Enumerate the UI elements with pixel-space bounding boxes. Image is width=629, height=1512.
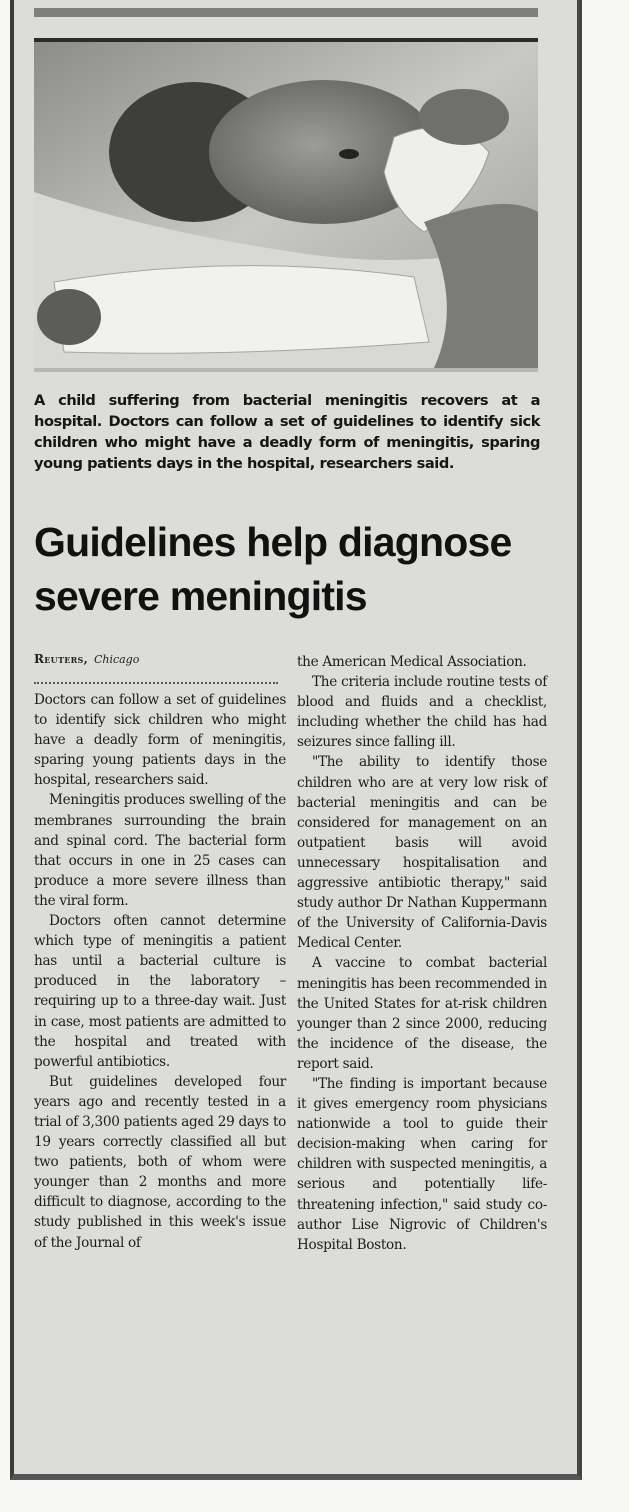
headline-line-2: severe meningitis — [34, 573, 367, 619]
paragraph: Doctors can follow a set of guidelines to identify sick children who might have a deadly form of meningitis, sparing young patients days in the hospital, researchers said. — [34, 692, 286, 789]
child-photo-illustration — [34, 42, 538, 368]
paragraph: Meningitis produces swelling of the membranes surrounding the brain and spinal cord. The bacterial form that occurs in one in 25 cases can produce a more severe illness than the viral form. — [34, 792, 286, 909]
paragraph: the American Medical Association. — [297, 654, 527, 670]
headline-line-1: Guidelines help diagnose — [34, 519, 512, 565]
paragraph: But guidelines developed four years ago and recently tested in a trial of 3,300 patients aged 29 days to 19 years correctly classified all but two patients, both of whom were younger than 2 months and more difficult to diagnose, according to the study published in this week's issue of the Journal of — [34, 1073, 286, 1251]
byline-dotted-rule — [34, 682, 278, 684]
byline-city: Chicago — [93, 653, 140, 666]
byline-agency: Reuters, — [34, 652, 89, 666]
article-column-1 — [34, 690, 286, 1253]
paragraph: A vaccine to combat bacterial meningitis has been recommended in the United States for at-risk children younger than 2 since 2000, reducing the incidence of the disease, the report said. — [297, 955, 547, 1072]
article-column-2 — [297, 652, 547, 1255]
headline — [34, 515, 554, 623]
paragraph: "The finding is important because it gives emergency room physicians nationwide a tool to guide their decision-making when caring for children with suspected meningitis, a serious and potentially life-threatening infection," said study co-author Lise Nigrovic of Children's Hospital Boston. — [297, 1075, 547, 1253]
article-photo — [34, 38, 538, 372]
paragraph: "The ability to identify those children who are at very low risk of bacterial meningitis and can be considered for management on an outpatient basis will avoid unnecessary hospitalisation and aggressive antibiotic therapy," said study author Dr Nathan Kuppermann of the University of California-Davis Medical Center. — [297, 754, 547, 952]
paragraph: Doctors often cannot determine which type of meningitis a patient has until a bacterial culture is produced in the laboratory – requiring up to a three-day wait. Just in case, most patients are admitted to the hospital and treated with powerful antibiotics. — [34, 913, 286, 1070]
paragraph: The criteria include routine tests of blood and fluids and a checklist, including whether the child has had seizures since falling ill. — [297, 674, 547, 751]
byline — [34, 652, 284, 666]
photo-caption: A child suffering from bacterial meningitis recovers at a hospital. Doctors can follow a set of guidelines to identify sick children who might have a deadly form of meningitis, sparing young patients days in the hospital, researchers said. — [34, 392, 540, 472]
top-rule — [34, 8, 538, 17]
